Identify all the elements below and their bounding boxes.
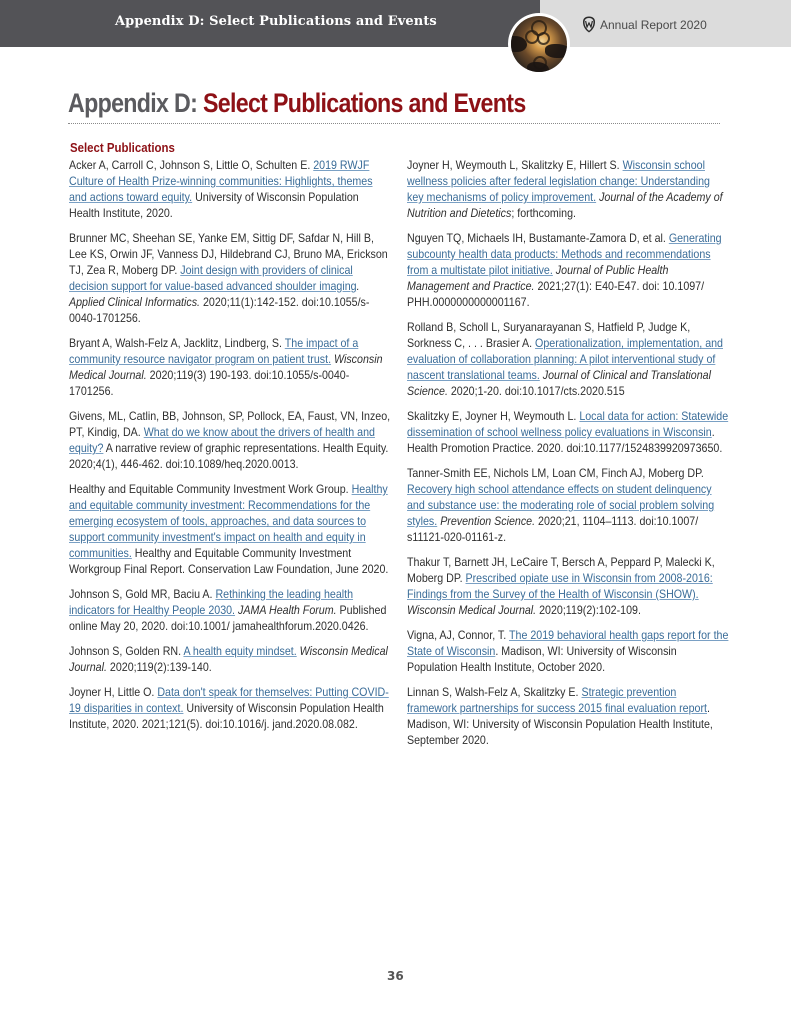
reference-authors: Johnson S, Golden RN. [69,645,184,658]
reference-entry [69,685,391,733]
reference-authors: Thakur T, Barnett JH, LeCaire T, Bersch A, Peppard P, Malecki K, Moberg DP. [407,556,715,585]
reference-authors: Nguyen TQ, Michaels IH, Bustamante-Zamora D, et al. [407,232,669,245]
reference-journal: Journal of Public Health Management and Practice. [407,264,669,293]
reference-entry [407,320,729,400]
reference-title-link[interactable]: Joint design with providers of clinical decision support for value-based advanced shoulder imaging [69,264,357,293]
reference-entry [69,482,391,578]
reference-details: 2020;1-20. doi:10.1017/cts.2020.515 [447,385,625,398]
left-reference-column [69,158,391,742]
reference-authors: Acker A, Carroll C, Johnson S, Little O, Schulten E. [69,159,314,172]
reference-details: . Madison, WI: University of Wisconsin Population Health Institute, September 2020. [407,702,713,747]
reference-details: University of Wisconsin Population Health Institute, 2020. 2021;121(5). doi:10.1016/j. jand.2020.08.082. [69,702,384,731]
reference-journal: Journal of the Academy of Nutrition and Dietetics [407,191,723,220]
reference-entry [407,231,729,311]
reference-details: ; forthcoming. [511,207,576,220]
reference-authors: Joyner H, Little O. [69,686,158,699]
reference-title-link[interactable]: Healthy and equitable community investment: Recommendations for the emerging ecosystem of tools, approaches, and data sources to support community investment's impact on health and equity in communities. [69,483,388,560]
reference-details: 2020;21, 1104–1113. doi:10.1007/ s11121-020-01161-z. [407,515,699,544]
reference-authors: Skalitzky E, Joyner H, Weymouth L. [407,410,580,423]
page-title-prefix: Appendix D: [68,88,203,118]
page-title-main: Select Publications and Events [202,88,526,118]
reference-details: A narrative review of graphic representations. Health Equity. 2020;4(1), 446-462. doi:10.1089/heq.2020.0013. [69,442,389,471]
reference-details: Healthy and Equitable Community Investment Workgroup Final Report. Conservation Law Foundation, June 2020. [69,547,389,576]
hands-gears-photo-icon [511,16,567,72]
reference-journal: Wisconsin Medical Journal. [407,604,537,617]
dotted-divider [68,123,720,124]
reference-journal: JAMA Health Forum. [235,604,337,617]
reference-authors: Givens, ML, Catlin, BB, Johnson, SP, Pollock, EA, Faust, VN, Inzeo, PT, Kindig, DA. [69,410,391,439]
reference-journal: . Applied Clinical Informatics. [69,280,360,309]
reference-title-link[interactable]: What do we know about the drivers of health and equity? [69,426,375,455]
reference-authors: Johnson S, Gold MR, Baciu A. [69,588,216,601]
reference-entry [407,555,729,619]
reference-details: Published online May 20, 2020. doi:10.1001/ jamahealthforum.2020.0426. [69,604,387,633]
reference-journal: Wisconsin Medical Journal. [69,353,383,382]
reference-authors: Bryant A, Walsh-Felz A, Jacklitz, Lindberg, S. [69,337,285,350]
reference-title-link[interactable]: Data don't speak for themselves: Putting COVID-19 disparities in context. [69,686,389,715]
reference-authors: Healthy and Equitable Community Investment Work Group. [69,483,352,496]
reference-entry [407,685,729,749]
reference-details: . Madison, WI: University of Wisconsin Population Health Institute, October 2020. [407,645,677,674]
reference-entry [407,466,729,546]
reference-title-link[interactable]: 2019 RWJF Culture of Health Prize-winning communities: Highlights, themes and actions toward equity. [69,159,373,204]
reference-details: . Health Promotion Practice. 2020. doi:10.1177/1524839920973650. [407,426,723,455]
section-subheading: Select Publications [70,140,175,155]
reference-title-link[interactable]: Prescribed opiate use in Wisconsin from 2008-2016: Findings from the Survey of the Health of Wisconsin (SHOW). [407,572,713,601]
reference-entry [69,644,391,676]
reference-title-link[interactable]: Operationalization, implementation, and evaluation of collaboration planning: A pilot interventional study of nascent translational teams. [407,337,724,382]
reference-entry [69,336,391,400]
reference-journal: Journal of Clinical and Translational Science. [407,369,711,398]
reference-entry [69,587,391,635]
reference-details: 2021;27(1): E40-E47. doi: 10.1097/ PHH.0000000000001167. [407,280,705,309]
reference-authors: Tanner-Smith EE, Nichols LM, Loan CM, Finch AJ, Moberg DP. [407,467,704,480]
reference-entry [407,628,729,676]
page-number: 36 [387,969,404,983]
reference-authors: Joyner H, Weymouth L, Skalitzky E, Hillert S. [407,159,623,172]
reference-title-link[interactable]: Strategic prevention framework partnerships for success 2015 final evaluation report [407,686,707,715]
reference-details: 2020;119(3) 190-193. doi:10.1055/s-0040-1701256. [69,369,350,398]
reference-title-link[interactable]: The impact of a community resource navigator program on patient trust. [69,337,359,366]
reference-details: 2020;11(1):142-152. doi:10.1055/s-0040-1701256. [69,296,370,325]
reference-authors: Brunner MC, Sheehan SE, Yanke EM, Sittig DF, Safdar N, Hill B, Lee KS, Orwin JF, Vanness DJ, Hildebrand CJ, Bruno MA, Erickson TJ, Zea R, Moberg DP. [69,232,388,277]
reference-title-link[interactable]: The 2019 behavioral health gaps report for the State of Wisconsin [407,629,729,658]
reference-authors: Vigna, AJ, Connor, T. [407,629,510,642]
reference-entry [407,158,729,222]
reference-entry [69,409,391,473]
reference-journal: Wisconsin Medical Journal. [69,645,388,674]
reference-title-link[interactable]: Recovery high school attendance effects on student delinquency and substance use: the moderating role of social problem solving styles. [407,483,715,528]
reference-title-link[interactable]: A health equity mindset. [183,645,297,658]
reference-entry [407,409,729,457]
page-title [68,88,526,119]
reference-authors: Linnan S, Walsh-Felz A, Skalitzky E. [407,686,582,699]
reference-title-link[interactable]: Wisconsin school wellness policies after federal legislation change: Understanding key mechanisms of policy improvement. [407,159,710,204]
reference-title-link[interactable]: Generating subcounty health data products: Methods and recommendations from a multistate pilot initiative. [407,232,722,277]
header-section-title: Appendix D: Select Publications and Events [115,14,437,29]
reference-details: 2020;119(2):139-140. [106,661,212,674]
reference-details: 2020;119(2):102-109. [536,604,641,617]
reference-journal: Prevention Science. [437,515,536,528]
uw-crest-icon [582,16,596,33]
reference-entry [69,231,391,327]
reference-authors: Rolland B, Scholl L, Suryanarayanan S, Hatfield P, Judge K, Sorkness C, . . . Brasier A. [407,321,691,350]
reference-title-link[interactable]: Rethinking the leading health indicators for Healthy People 2030. [69,588,354,617]
reference-details: University of Wisconsin Population Health Institute, 2020. [69,191,359,220]
right-reference-column [407,158,729,758]
reference-title-link[interactable]: Local data for action: Statewide dissemination of school wellness policy evaluations in Wisconsin [407,410,729,439]
annual-report-label: Annual Report 2020 [600,18,707,32]
header-photo [508,13,570,75]
reference-entry [69,158,391,222]
